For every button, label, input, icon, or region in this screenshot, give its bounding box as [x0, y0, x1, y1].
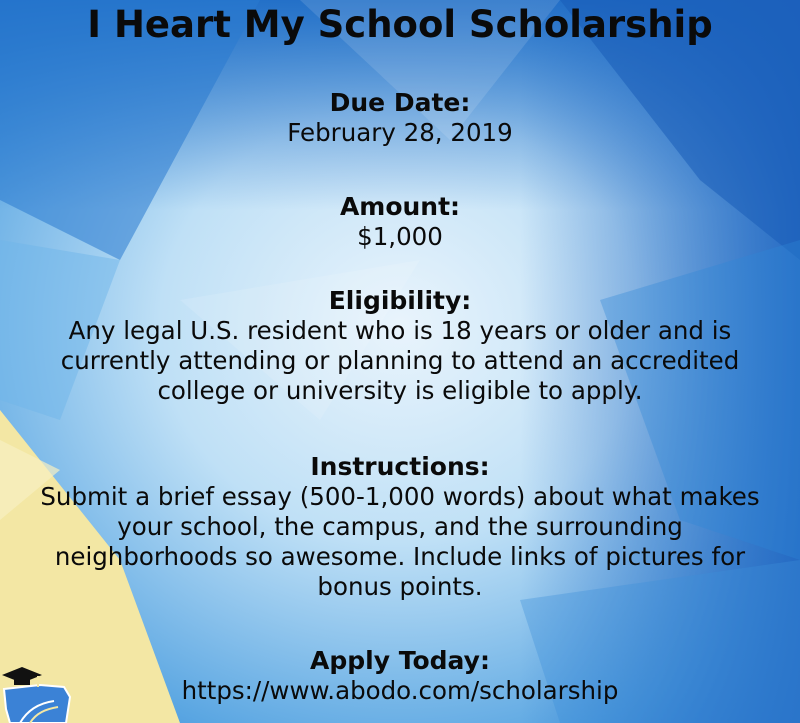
- instructions-line: bonus points.: [317, 572, 483, 601]
- instructions-heading: Instructions:: [310, 452, 490, 481]
- instructions-line: Submit a brief essay (500-1,000 words) about what makes: [40, 482, 760, 511]
- eligibility-section: [0, 286, 800, 406]
- due-date-section: [0, 88, 800, 148]
- graduation-cap-icon: [2, 667, 42, 687]
- due-date-heading: Due Date:: [329, 88, 471, 117]
- amount-heading: Amount:: [339, 192, 461, 221]
- eligibility-heading: Eligibility:: [328, 286, 472, 315]
- instructions-line: your school, the campus, and the surrounding: [117, 512, 683, 541]
- page-title: I Heart My School Scholarship: [87, 3, 713, 46]
- instructions-section: [0, 452, 800, 602]
- amount-section: [0, 192, 800, 252]
- amount-value: $1,000: [357, 222, 443, 251]
- eligibility-line: currently attending or planning to attend an accredited: [60, 346, 740, 375]
- logo: [0, 657, 80, 723]
- apply-url[interactable]: https://www.abodo.com/scholarship: [181, 676, 619, 705]
- state-map-icon: [4, 685, 70, 723]
- apply-heading: Apply Today:: [310, 646, 490, 675]
- eligibility-line: Any legal U.S. resident who is 18 years or older and is: [68, 316, 732, 345]
- eligibility-line: college or university is eligible to apply.: [157, 376, 643, 405]
- due-date-value: February 28, 2019: [287, 118, 513, 147]
- instructions-line: neighborhoods so awesome. Include links of pictures for: [54, 542, 746, 571]
- apply-section: [0, 646, 800, 706]
